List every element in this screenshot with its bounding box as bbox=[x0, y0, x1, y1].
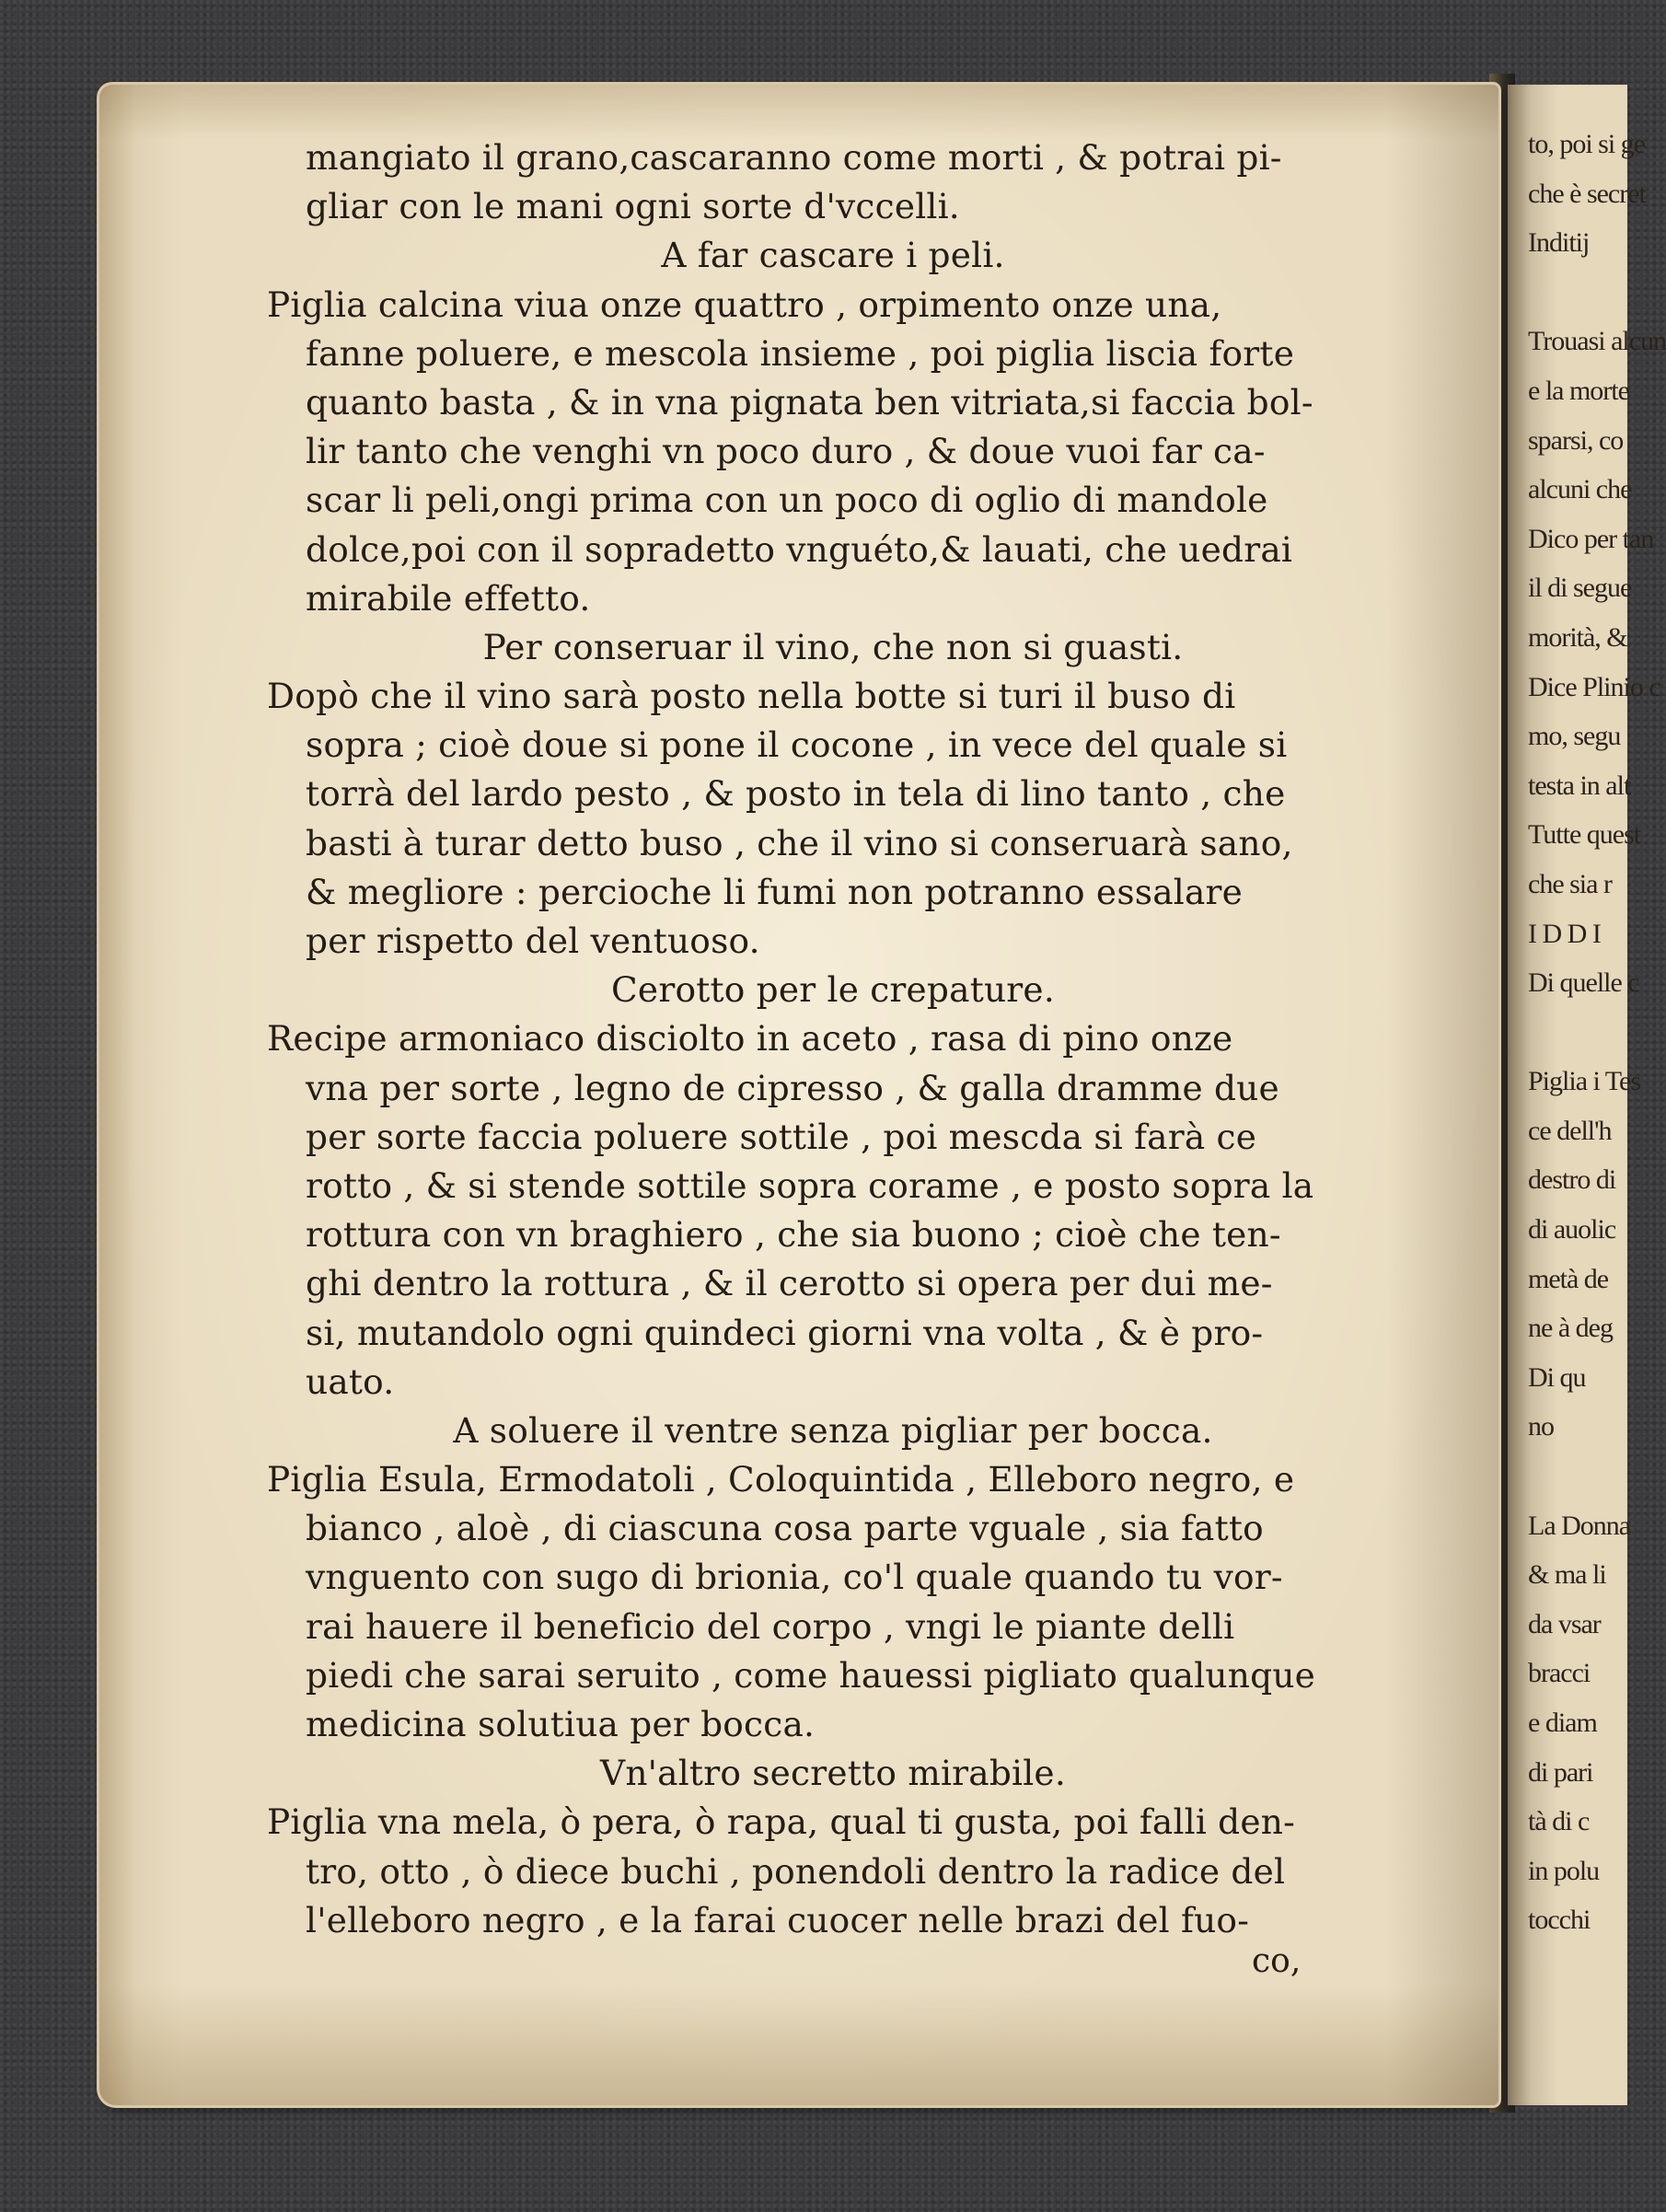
facing-page-line: Dico per tan bbox=[1528, 523, 1654, 554]
facing-page-line: Dice Plinio c bbox=[1528, 671, 1660, 702]
text-line: mangiato il grano,cascaranno come morti , & potrai pi- bbox=[306, 137, 1282, 178]
text-line: l'elleboro negro , e la farai cuocer nelle brazi del fuo- bbox=[306, 1899, 1250, 1940]
facing-page-line: sparsi, co bbox=[1528, 424, 1624, 456]
text-line: medicina solutiua per bocca. bbox=[306, 1704, 816, 1744]
text-line: scar li peli,ongi prima con un poco di oglio di mandole bbox=[306, 480, 1268, 521]
facing-page-line: I D D I bbox=[1528, 918, 1601, 949]
page-body-text bbox=[267, 133, 1399, 1945]
text-line: basti à turar detto buso , che il vino si conseruarà sano, bbox=[306, 822, 1293, 863]
facing-page-line: to, poi si ge bbox=[1528, 129, 1645, 159]
facing-page-line: che sia r bbox=[1528, 868, 1612, 899]
facing-page-line: di pari bbox=[1528, 1756, 1593, 1788]
facing-page-line: e la morte bbox=[1528, 375, 1629, 406]
facing-page-line bbox=[1528, 268, 1627, 318]
facing-page-line: metà de bbox=[1528, 1263, 1609, 1294]
text-line: Dopò che il vino sarà posto nella botte si turi il buso di bbox=[267, 676, 1236, 717]
facing-page-line: Di qu bbox=[1528, 1361, 1586, 1393]
text-line: quanto basta , & in vna pignata ben vitriata,si faccia bol- bbox=[306, 381, 1313, 423]
text-line: si, mutandolo ogni quindeci giorni vna volta , & è pro- bbox=[306, 1312, 1264, 1353]
text-line: dolce,poi con il sopradetto vnguéto,& lauati, che uedrai bbox=[306, 528, 1293, 570]
text-line: sopra ; cioè doue si pone il cocone , in vece del quale si bbox=[306, 724, 1288, 766]
text-line: Piglia vna mela, ò pera, ò rapa, qual ti gusta, poi falli den- bbox=[267, 1801, 1295, 1843]
facing-page-line: ne à deg bbox=[1528, 1313, 1613, 1344]
facing-page-line: tocchi bbox=[1528, 1905, 1591, 1936]
facing-page-line bbox=[1528, 1452, 1627, 1501]
recipe-heading: A soluere il ventre senza pigliar per bocca. bbox=[453, 1409, 1213, 1451]
facing-page-line: il di segue bbox=[1528, 573, 1632, 604]
recipe-heading: A far cascare i peli. bbox=[661, 235, 1005, 276]
text-line: vna per sorte , legno de cipresso , & galla dramme due bbox=[306, 1067, 1279, 1108]
text-line: fanne poluere, e mescola insieme , poi piglia liscia forte bbox=[306, 332, 1295, 374]
text-line: lir tanto che venghi vn poco duro , & doue vuoi far ca- bbox=[306, 431, 1266, 472]
text-line: per sorte faccia poluere sottile , poi mescda si farà ce bbox=[306, 1116, 1257, 1157]
facing-page-line: no bbox=[1528, 1411, 1554, 1442]
facing-page-line: in polu bbox=[1528, 1855, 1600, 1886]
facing-page-line: Di quelle c bbox=[1528, 967, 1639, 999]
text-line: mirabile effetto. bbox=[306, 577, 591, 619]
text-line: rotto , & si stende sottile sopra corame , e posto sopra la bbox=[306, 1164, 1314, 1206]
recipe-heading: Per conseruar il vino, che non si guasti. bbox=[482, 626, 1184, 667]
text-line: torrà del lardo pesto , & posto in tela di lino tanto , che bbox=[306, 773, 1286, 815]
facing-page-line: di auolic bbox=[1528, 1214, 1616, 1245]
text-line: tro, otto , ò diece buchi , ponendoli dentro la radice del bbox=[306, 1850, 1286, 1892]
facing-page-line: mo, segu bbox=[1528, 721, 1621, 752]
facing-page-line: destro di bbox=[1528, 1164, 1616, 1196]
facing-page-line: ce dell'h bbox=[1528, 1115, 1612, 1146]
text-line: uato. bbox=[306, 1361, 395, 1402]
text-line: rottura con vn braghiero , che sia buono ; cioè che ten- bbox=[306, 1214, 1281, 1256]
facing-page-line: alcuni che bbox=[1528, 474, 1632, 505]
text-line: ghi dentro la rottura , & il cerotto si opera per dui me- bbox=[306, 1263, 1273, 1304]
facing-page-line: La Donna bbox=[1528, 1510, 1631, 1541]
text-line: vnguento con sugo di brionia, co'l quale quando tu vor- bbox=[306, 1557, 1283, 1598]
recipe-heading: Cerotto per le crepature. bbox=[611, 969, 1055, 1011]
text-line: piedi che sarai seruito , come hauessi pigliato qualunque bbox=[306, 1654, 1316, 1696]
text-line: & megliore : percioche li fumi non potranno essalare bbox=[306, 871, 1244, 912]
text-line: gliar con le mani ogni sorte d'vccelli. bbox=[306, 186, 960, 227]
facing-page-line bbox=[1528, 1008, 1627, 1058]
facing-page-line: bracci bbox=[1528, 1658, 1591, 1689]
catchword: co, bbox=[1252, 1942, 1302, 1980]
facing-page-line: Piglia i Tes bbox=[1528, 1066, 1641, 1097]
facing-page-line: testa in alt bbox=[1528, 770, 1631, 801]
facing-page-line: Inditij bbox=[1528, 227, 1590, 259]
facing-page-line: & ma li bbox=[1528, 1559, 1606, 1591]
text-line: rai hauere il beneficio del corpo , vngi le piante delli bbox=[306, 1605, 1235, 1647]
text-line: Piglia calcina viua onze quattro , orpimento onze una, bbox=[267, 284, 1222, 325]
facing-page-line: tà di c bbox=[1528, 1806, 1590, 1837]
recipe-heading: Vn'altro secretto mirabile. bbox=[600, 1753, 1066, 1794]
facing-page-text bbox=[1528, 120, 1666, 1945]
facing-page-line: Tutte quest bbox=[1528, 819, 1641, 851]
facing-page-line: morità, & bbox=[1528, 621, 1627, 653]
facing-page-line: da vsar bbox=[1528, 1608, 1601, 1639]
text-line: Recipe armoniaco disciolto in aceto , rasa di pino onze bbox=[267, 1018, 1233, 1060]
facing-page-line: e diam bbox=[1528, 1708, 1597, 1738]
text-line: per rispetto del ventuoso. bbox=[306, 921, 760, 961]
text-line: Piglia Esula, Ermodatoli , Coloquintida , Elleboro negro, e bbox=[267, 1459, 1295, 1500]
facing-page-line: Trouasi alcun bbox=[1528, 326, 1666, 357]
text-line: bianco , aloè , di ciascuna cosa parte vguale , sia fatto bbox=[306, 1508, 1264, 1549]
facing-page-line: che è secret bbox=[1528, 178, 1646, 209]
